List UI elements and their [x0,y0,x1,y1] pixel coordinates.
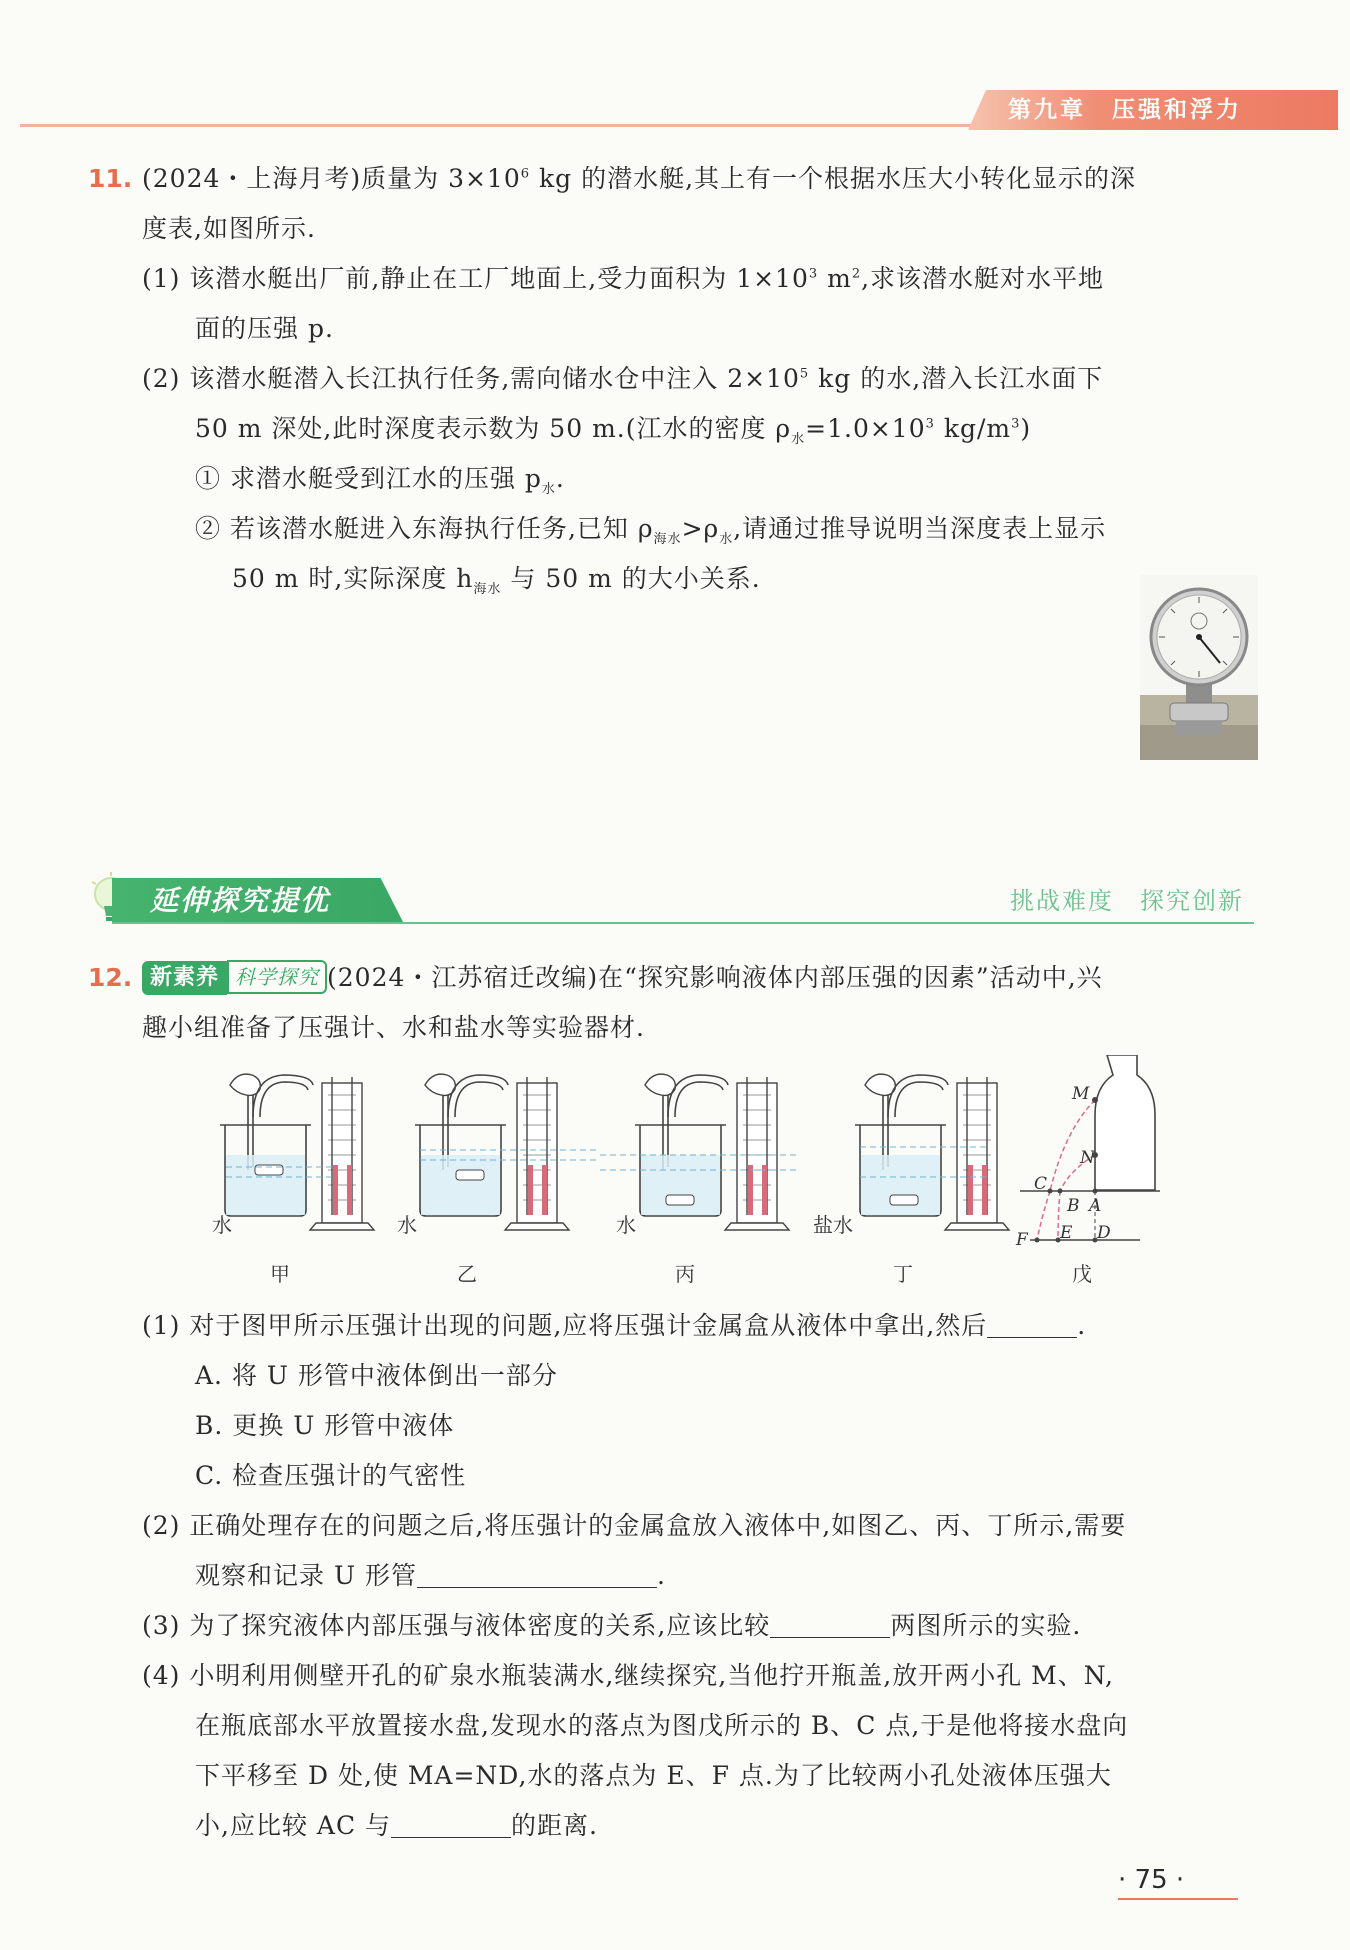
setup-yi [415,1074,600,1230]
section-title: 延伸探究提优 [150,884,331,917]
figure-label-ding: 丁 [893,1262,913,1286]
point-b-label: B [1067,1196,1080,1216]
setup-jia [220,1074,374,1230]
point-m-label: M [1072,1084,1090,1104]
point-d-label: D [1097,1223,1111,1243]
q12-part1: (1) 对于图甲所示压强计出现的问题,应将压强计金属盒从液体中拿出,然后 . [142,1301,1086,1351]
answer-blank-1[interactable] [987,1308,1077,1338]
q12-part2-line2: 观察和记录 U 形管 . [195,1551,666,1601]
q12-line2: 趣小组准备了压强计、水和盐水等实验器材. [142,1013,645,1042]
chapter-title: 第九章 压强和浮力 [1008,97,1242,123]
point-n-label: N [1080,1148,1095,1168]
depth-gauge-photo [1140,575,1258,760]
liquid-label-bing: 水 [616,1213,636,1237]
point-f-label: F [1016,1230,1028,1250]
q12-part4-line1: (4) 小明利用侧壁开孔的矿泉水瓶装满水,继续探究,当他拧开瓶盖,放开两小孔 M、N, [142,1661,1114,1690]
page-number: · 75 · [1118,1865,1185,1895]
q12-part3: (3) 为了探究液体内部压强与液体密度的关系,应该比较 两图所示的实验. [142,1601,1081,1651]
q11-sub2-line1: ② 若该潜水艇进入东海执行任务,已知 $\rho_{海水}>\rho_水$,请通过推导说明当深度表上显示 [195,514,1107,547]
new-literacy-badge: 新素养 [142,961,227,995]
setup-bing [600,1074,800,1230]
figure-label-bing: 丙 [675,1262,695,1286]
option-c: C. 检查压强计的气密性 [195,1461,467,1490]
answer-blank-2[interactable] [417,1558,657,1588]
q11-part1-line2: 面的压强 p. [195,314,334,343]
section-rule [112,922,1254,924]
q12-part2-line1: (2) 正确处理存在的问题之后,将压强计的金属盒放入液体中,如图乙、丙、丁所示,需要 [142,1511,1127,1540]
question-number-12: 12. [88,963,133,992]
answer-blank-3[interactable] [770,1608,890,1638]
q11-line1: (2024・上海月考)质量为 $3\times 10^6$ kg 的潜水艇,其上有一个根据水压大小转化显示的深 [142,164,1137,193]
answer-blank-4[interactable] [391,1808,511,1838]
q12-part4-line3: 下平移至 D 处,使 MA=ND,水的落点为 E、F 点.为了比较两小孔处液体压强大 [195,1761,1112,1790]
figure-label-yi: 乙 [457,1262,477,1286]
q11-line2: 度表,如图所示. [142,214,316,243]
option-b: B. 更换 U 形管中液体 [195,1411,455,1440]
option-a: A. 将 U 形管中液体倒出一部分 [195,1361,558,1390]
q12-part4-line4: 小,应比较 AC 与 的距离. [195,1801,598,1851]
page-number-rule [1118,1898,1238,1900]
q11-part2-line1: (2) 该潜水艇潜入长江执行任务,需向储水仓中注入 $2\times 10^5$ kg 的水,潜入长江水面下 [142,364,1104,393]
liquid-label-ding: 盐水 [813,1213,853,1237]
q11-part1-line1: (1) 该潜水艇出厂前,静止在工厂地面上,受力面积为 $1\times 10^3$ $m^2$,求该潜水艇对水平地 [142,264,1105,293]
section-subtitle: 挑战难度 探究创新 [1010,887,1244,915]
experiment-figure [200,1055,1200,1295]
point-e-label: E [1060,1223,1073,1243]
q12-line1: 新素养 科学探究 (2024・江苏宿迁改编)在“探究影响液体内部压强的因素”活动中,兴 [142,953,1103,1003]
question-number-11: 11. [88,164,133,193]
science-inquiry-badge: 科学探究 [227,960,327,994]
q11-sub2-line2: 50 m 时,实际深度 $h_{海水}$ 与 50 m 的大小关系. [232,564,761,597]
setup-ding [855,1074,1009,1230]
figure-label-wu: 戊 [1072,1262,1092,1286]
q11-part2-line2: 50 m 深处,此时深度表示数为 50 m.(江水的密度 $\rho_水=1.0\times 10^3$ $kg/m^3$) [195,414,1032,447]
figure-label-jia: 甲 [270,1262,290,1286]
liquid-label-yi: 水 [397,1213,417,1237]
point-a-label: A [1089,1196,1102,1216]
q12-part4-line2: 在瓶底部水平放置接水盘,发现水的落点为图戊所示的 B、C 点,于是他将接水盘向 [195,1711,1129,1740]
q11-sub1: ① 求潜水艇受到江水的压强 $p_水$. [195,464,565,497]
point-c-label: C [1034,1174,1048,1194]
liquid-label-jia: 水 [212,1213,232,1237]
